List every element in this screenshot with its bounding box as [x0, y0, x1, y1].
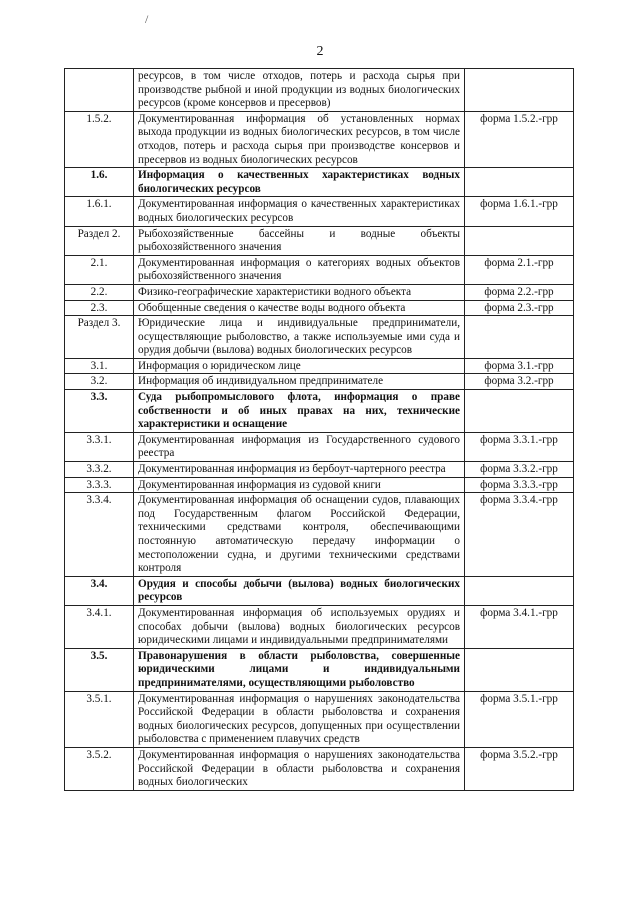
row-description: Информация о качественных характеристиках водных биологических ресурсов — [134, 168, 465, 197]
table-row — [65, 69, 574, 112]
row-description: Документированная информация об установленных нормах выхода продукции из водных биологических ресурсов, в том числе отходов, потерь и расхода сырья при производстве консервов и пресервов из водных биологических ресурсов — [134, 111, 465, 167]
table-row — [65, 605, 574, 648]
row-description: Документированная информация из бербоут-чартерного реестра — [134, 462, 465, 478]
row-description: Юридические лица и индивидуальные предприниматели, осуществляющие рыболовство, а также используемые ими суда и орудия добычи (вылова) водных биологических ресурсов — [134, 316, 465, 359]
row-form — [465, 69, 574, 112]
row-description: Суда рыбопромыслового флота, информация о праве собственности и об иных правах на них, технические характеристики и оснащение — [134, 390, 465, 433]
table-row — [65, 300, 574, 316]
table-row — [65, 691, 574, 747]
table-row — [65, 284, 574, 300]
row-form — [465, 316, 574, 359]
table-row — [65, 255, 574, 284]
row-description: Документированная информация из судовой книги — [134, 477, 465, 493]
row-number: 3.5.1. — [65, 691, 134, 747]
row-form: форма 2.3.-грр — [465, 300, 574, 316]
row-form: форма 2.1.-грр — [465, 255, 574, 284]
table-row — [65, 358, 574, 374]
row-description: Обобщенные сведения о качестве воды водного объекта — [134, 300, 465, 316]
section-row — [65, 390, 574, 433]
row-form: форма 3.2.-грр — [465, 374, 574, 390]
section-row — [65, 576, 574, 605]
row-number: 3.3.1. — [65, 432, 134, 461]
row-number: 2.3. — [65, 300, 134, 316]
row-description: Документированная информация о нарушениях законодательства Российской Федерации в области рыболовства и сохранения водных биологических ресурсов, допущенных при осуществлении рыболовства с применением плавучих средств — [134, 691, 465, 747]
row-form: форма 3.3.4.-грр — [465, 493, 574, 577]
row-number: 1.6. — [65, 168, 134, 197]
section-row — [65, 168, 574, 197]
table-row — [65, 197, 574, 226]
row-form: форма 1.5.2.-грр — [465, 111, 574, 167]
row-form: форма 2.2.-грр — [465, 284, 574, 300]
register-table — [64, 68, 574, 791]
row-description: Документированная информация о нарушениях законодательства Российской Федерации в области рыболовства и сохранения водных биологических — [134, 747, 465, 790]
table-row — [65, 316, 574, 359]
row-number: 3.3.3. — [65, 477, 134, 493]
row-number: 3.2. — [65, 374, 134, 390]
row-form: форма 3.1.-грр — [465, 358, 574, 374]
row-number: 3.3. — [65, 390, 134, 433]
row-form — [465, 390, 574, 433]
table-row — [65, 226, 574, 255]
row-number: 3.5. — [65, 648, 134, 691]
row-form: форма 3.5.1.-грр — [465, 691, 574, 747]
row-description: ресурсов, в том числе отходов, потерь и расхода сырья при производстве рыбной и иной продукции из водных биологических ресурсов (кроме консервов и пресервов) — [134, 69, 465, 112]
row-number: 3.1. — [65, 358, 134, 374]
row-description: Документированная информация о категориях водных объектов рыбохозяйственного значения — [134, 255, 465, 284]
row-form: форма 3.5.2.-грр — [465, 747, 574, 790]
row-form: форма 3.3.3.-грр — [465, 477, 574, 493]
table-row — [65, 462, 574, 478]
table-row — [65, 747, 574, 790]
row-description: Документированная информация об оснащении судов, плавающих под Государственным флагом Российской Федерации, техническими средствами контроля, обеспечивающими постоянную автоматическую передачу информации о местоположении судна, и другими техническими средствами контроля — [134, 493, 465, 577]
row-number: 1.5.2. — [65, 111, 134, 167]
row-description: Информация о юридическом лице — [134, 358, 465, 374]
row-description: Правонарушения в области рыболовства, совершенные юридическими лицами и индивидуальными предпринимателями, осуществляющими рыболовство — [134, 648, 465, 691]
row-description: Документированная информация из Государственного судового реестра — [134, 432, 465, 461]
row-number: Раздел 2. — [65, 226, 134, 255]
table-row — [65, 111, 574, 167]
row-description: Физико-географические характеристики водного объекта — [134, 284, 465, 300]
row-description: Рыбохозяйственные бассейны и водные объекты рыбохозяйственного значения — [134, 226, 465, 255]
row-number: 2.2. — [65, 284, 134, 300]
row-number: 1.6.1. — [65, 197, 134, 226]
row-form — [465, 226, 574, 255]
row-description: Документированная информация об используемых орудиях и способах добычи (вылова) водных биологических ресурсов юридическими лицами и индивидуальными предпринимателями — [134, 605, 465, 648]
register-table-body — [65, 69, 574, 791]
row-description: Документированная информация о качественных характеристиках водных биологических ресурсов — [134, 197, 465, 226]
row-number — [65, 69, 134, 112]
row-number: 2.1. — [65, 255, 134, 284]
row-form — [465, 648, 574, 691]
row-number: 3.5.2. — [65, 747, 134, 790]
scan-mark: / — [145, 12, 149, 26]
row-number: 3.4.1. — [65, 605, 134, 648]
row-description: Информация об индивидуальном предпринимателе — [134, 374, 465, 390]
row-form: форма 3.3.1.-грр — [465, 432, 574, 461]
row-number: 3.3.4. — [65, 493, 134, 577]
row-form: форма 3.3.2.-грр — [465, 462, 574, 478]
row-number: 3.3.2. — [65, 462, 134, 478]
table-row — [65, 477, 574, 493]
table-row — [65, 493, 574, 577]
row-form — [465, 168, 574, 197]
row-number: 3.4. — [65, 576, 134, 605]
page-number: 2 — [316, 44, 324, 59]
row-form — [465, 576, 574, 605]
table-row — [65, 374, 574, 390]
row-form: форма 3.4.1.-грр — [465, 605, 574, 648]
row-form: форма 1.6.1.-грр — [465, 197, 574, 226]
section-row — [65, 648, 574, 691]
row-description: Орудия и способы добычи (вылова) водных биологических ресурсов — [134, 576, 465, 605]
table-row — [65, 432, 574, 461]
row-number: Раздел 3. — [65, 316, 134, 359]
